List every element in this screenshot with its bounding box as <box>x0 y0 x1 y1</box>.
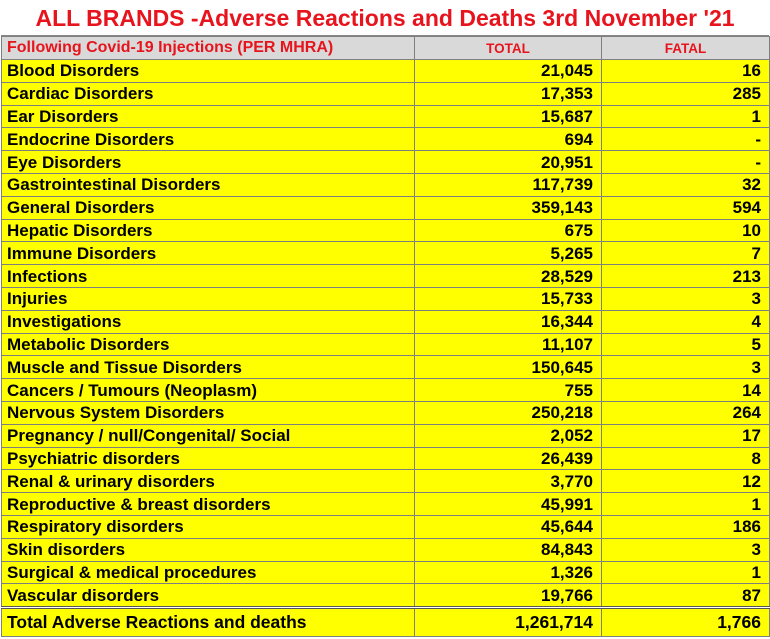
table-row <box>2 82 770 105</box>
row-total: 45,991 <box>415 493 602 516</box>
report-sheet <box>1 1 769 637</box>
table-header-row <box>2 37 770 60</box>
row-category: Endocrine Disorders <box>2 128 415 151</box>
row-total: 5,265 <box>415 242 602 265</box>
row-total: 26,439 <box>415 447 602 470</box>
row-fatal: 3 <box>602 538 770 561</box>
row-category: Nervous System Disorders <box>2 401 415 424</box>
table-row <box>2 379 770 402</box>
row-total: 359,143 <box>415 196 602 219</box>
table-row <box>2 287 770 310</box>
row-fatal: 1 <box>602 561 770 584</box>
row-fatal: - <box>602 151 770 174</box>
row-fatal: 5 <box>602 333 770 356</box>
row-category: Eye Disorders <box>2 151 415 174</box>
row-category: Vascular disorders <box>2 584 415 608</box>
table-row <box>2 493 770 516</box>
row-category: Blood Disorders <box>2 60 415 83</box>
row-total: 20,951 <box>415 151 602 174</box>
total-row-total: 1,261,714 <box>415 608 602 637</box>
row-total: 3,770 <box>415 470 602 493</box>
row-fatal: - <box>602 128 770 151</box>
table-row <box>2 356 770 379</box>
adverse-reactions-table <box>1 36 770 637</box>
row-category: Cancers / Tumours (Neoplasm) <box>2 379 415 402</box>
row-category: Reproductive & breast disorders <box>2 493 415 516</box>
row-category: Metabolic Disorders <box>2 333 415 356</box>
row-category: Cardiac Disorders <box>2 82 415 105</box>
row-category: Surgical & medical procedures <box>2 561 415 584</box>
row-fatal: 1 <box>602 105 770 128</box>
table-row <box>2 561 770 584</box>
row-total: 19,766 <box>415 584 602 608</box>
row-fatal: 3 <box>602 356 770 379</box>
row-fatal: 285 <box>602 82 770 105</box>
table-subtitle: Following Covid-19 Injections (PER MHRA) <box>2 37 415 60</box>
row-total: 150,645 <box>415 356 602 379</box>
row-total: 755 <box>415 379 602 402</box>
row-fatal: 1 <box>602 493 770 516</box>
row-category: General Disorders <box>2 196 415 219</box>
table-row <box>2 470 770 493</box>
row-category: Hepatic Disorders <box>2 219 415 242</box>
row-fatal: 3 <box>602 287 770 310</box>
table-row <box>2 310 770 333</box>
row-fatal: 7 <box>602 242 770 265</box>
total-column-header: TOTAL <box>415 37 602 60</box>
row-total: 45,644 <box>415 515 602 538</box>
row-category: Investigations <box>2 310 415 333</box>
table-row <box>2 447 770 470</box>
table-row <box>2 401 770 424</box>
row-total: 17,353 <box>415 82 602 105</box>
row-category: Renal & urinary disorders <box>2 470 415 493</box>
row-fatal: 4 <box>602 310 770 333</box>
table-row <box>2 60 770 83</box>
total-row <box>2 608 770 637</box>
row-total: 16,344 <box>415 310 602 333</box>
row-category: Psychiatric disorders <box>2 447 415 470</box>
row-fatal: 8 <box>602 447 770 470</box>
row-fatal: 10 <box>602 219 770 242</box>
table-row <box>2 424 770 447</box>
table-row <box>2 105 770 128</box>
table-row <box>2 515 770 538</box>
row-fatal: 32 <box>602 173 770 196</box>
row-total: 694 <box>415 128 602 151</box>
table-row <box>2 333 770 356</box>
table-row <box>2 265 770 288</box>
row-category: Gastrointestinal Disorders <box>2 173 415 196</box>
table-row <box>2 584 770 608</box>
table-row <box>2 242 770 265</box>
row-fatal: 264 <box>602 401 770 424</box>
row-fatal: 16 <box>602 60 770 83</box>
row-fatal: 213 <box>602 265 770 288</box>
row-total: 11,107 <box>415 333 602 356</box>
page-title: ALL BRANDS -Adverse Reactions and Deaths 3rd November '21 <box>1 1 769 36</box>
row-fatal: 594 <box>602 196 770 219</box>
table-row <box>2 538 770 561</box>
row-category: Muscle and Tissue Disorders <box>2 356 415 379</box>
table-row <box>2 219 770 242</box>
row-total: 15,687 <box>415 105 602 128</box>
row-total: 84,843 <box>415 538 602 561</box>
row-total: 28,529 <box>415 265 602 288</box>
row-total: 1,326 <box>415 561 602 584</box>
row-category: Respiratory disorders <box>2 515 415 538</box>
row-category: Injuries <box>2 287 415 310</box>
fatal-column-header: FATAL <box>602 37 770 60</box>
row-fatal: 12 <box>602 470 770 493</box>
table-row <box>2 173 770 196</box>
row-total: 117,739 <box>415 173 602 196</box>
row-fatal: 186 <box>602 515 770 538</box>
row-total: 675 <box>415 219 602 242</box>
table-row <box>2 196 770 219</box>
row-total: 15,733 <box>415 287 602 310</box>
row-total: 21,045 <box>415 60 602 83</box>
row-fatal: 14 <box>602 379 770 402</box>
row-category: Pregnancy / null/Congenital/ Social <box>2 424 415 447</box>
table-row <box>2 128 770 151</box>
row-category: Immune Disorders <box>2 242 415 265</box>
row-category: Skin disorders <box>2 538 415 561</box>
row-fatal: 87 <box>602 584 770 608</box>
table-body <box>2 60 770 608</box>
total-row-label: Total Adverse Reactions and deaths <box>2 608 415 637</box>
row-total: 2,052 <box>415 424 602 447</box>
row-category: Infections <box>2 265 415 288</box>
row-total: 250,218 <box>415 401 602 424</box>
row-fatal: 17 <box>602 424 770 447</box>
total-row-fatal: 1,766 <box>602 608 770 637</box>
table-row <box>2 151 770 174</box>
row-category: Ear Disorders <box>2 105 415 128</box>
